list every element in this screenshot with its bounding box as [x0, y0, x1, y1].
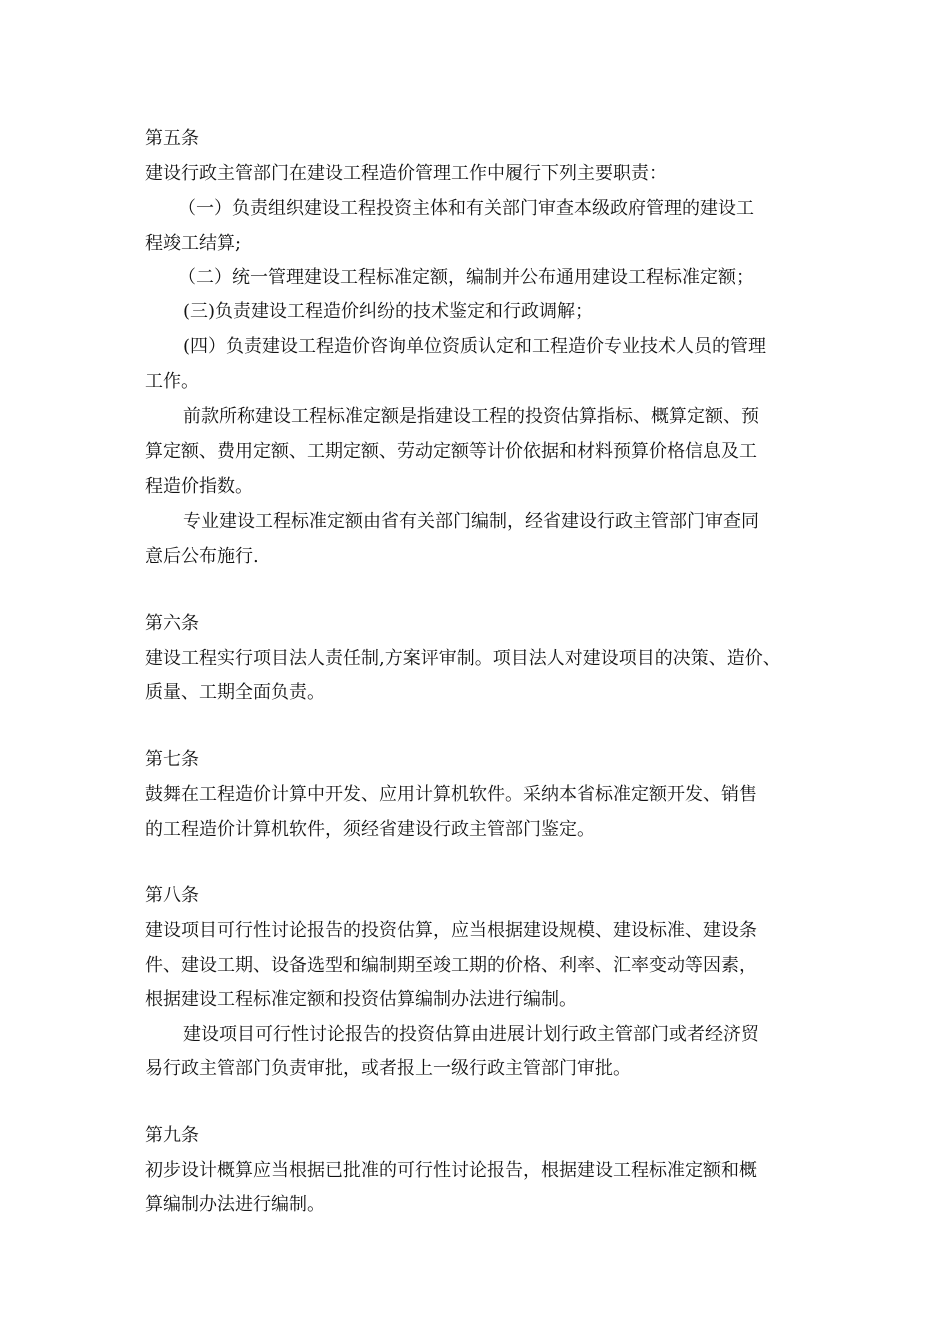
- paragraph-line: 前款所称建设工程标准定额是指建设工程的投资估算指标、概算定额、预: [183, 406, 759, 427]
- paragraph-line: 建设行政主管部门在建设工程造价管理工作中履行下列主要职责：: [145, 163, 667, 184]
- paragraph-line: 程造价指数。: [145, 476, 253, 497]
- paragraph-line: 初步设计概算应当根据已批准的可行性讨论报告，根据建设工程标准定额和概: [145, 1160, 757, 1181]
- paragraph-line: 建设工程实行项目法人责任制,方案评审制。项目法人对建设项目的决策、造价、: [145, 648, 781, 669]
- paragraph-line: 专业建设工程标准定额由省有关部门编制，经省建设行政主管部门审查同: [183, 511, 759, 532]
- article-heading: 第六条: [145, 613, 199, 634]
- paragraph-line: (四）负责建设工程造价咨询单位资质认定和工程造价专业技术人员的管理: [183, 336, 767, 357]
- paragraph-line: (三)负责建设工程造价纠纷的技术鉴定和行政调解；: [183, 301, 594, 322]
- paragraph-line: 易行政主管部门负责审批，或者报上一级行政主管部门审批。: [145, 1058, 631, 1079]
- paragraph-line: 建设项目可行性讨论报告的投资估算，应当根据建设规模、建设标准、建设条: [145, 920, 757, 941]
- paragraph-line: 算定额、费用定额、工期定额、劳动定额等计价依据和材料预算价格信息及工: [145, 441, 757, 462]
- paragraph-line: 工作。: [145, 371, 199, 392]
- paragraph-line: 质量、工期全面负责。: [145, 682, 325, 703]
- paragraph-line: 根据建设工程标准定额和投资估算编制办法进行编制。: [145, 989, 577, 1010]
- paragraph-line: （一）负责组织建设工程投资主体和有关部门审查本级政府管理的建设工: [178, 198, 754, 219]
- paragraph-line: 意后公布施行.: [145, 546, 259, 567]
- article-heading: 第七条: [145, 749, 199, 770]
- article-heading: 第五条: [145, 128, 199, 149]
- article-heading: 第九条: [145, 1125, 199, 1146]
- paragraph-line: 程竣工结算;: [145, 233, 242, 254]
- paragraph-line: 的工程造价计算机软件，须经省建设行政主管部门鉴定。: [145, 819, 595, 840]
- paragraph-line: 建设项目可行性讨论报告的投资估算由进展计划行政主管部门或者经济贸: [183, 1024, 759, 1045]
- article-heading: 第八条: [145, 885, 199, 906]
- paragraph-line: 算编制办法进行编制。: [145, 1194, 325, 1215]
- paragraph-line: 件、建设工期、设备选型和编制期至竣工期的价格、利率、汇率变动等因素，: [145, 955, 757, 976]
- paragraph-line: （二）统一管理建设工程标准定额，编制并公布通用建设工程标准定额；: [178, 267, 754, 288]
- paragraph-line: 鼓舞在工程造价计算中开发、应用计算机软件。采纳本省标准定额开发、销售: [145, 784, 757, 805]
